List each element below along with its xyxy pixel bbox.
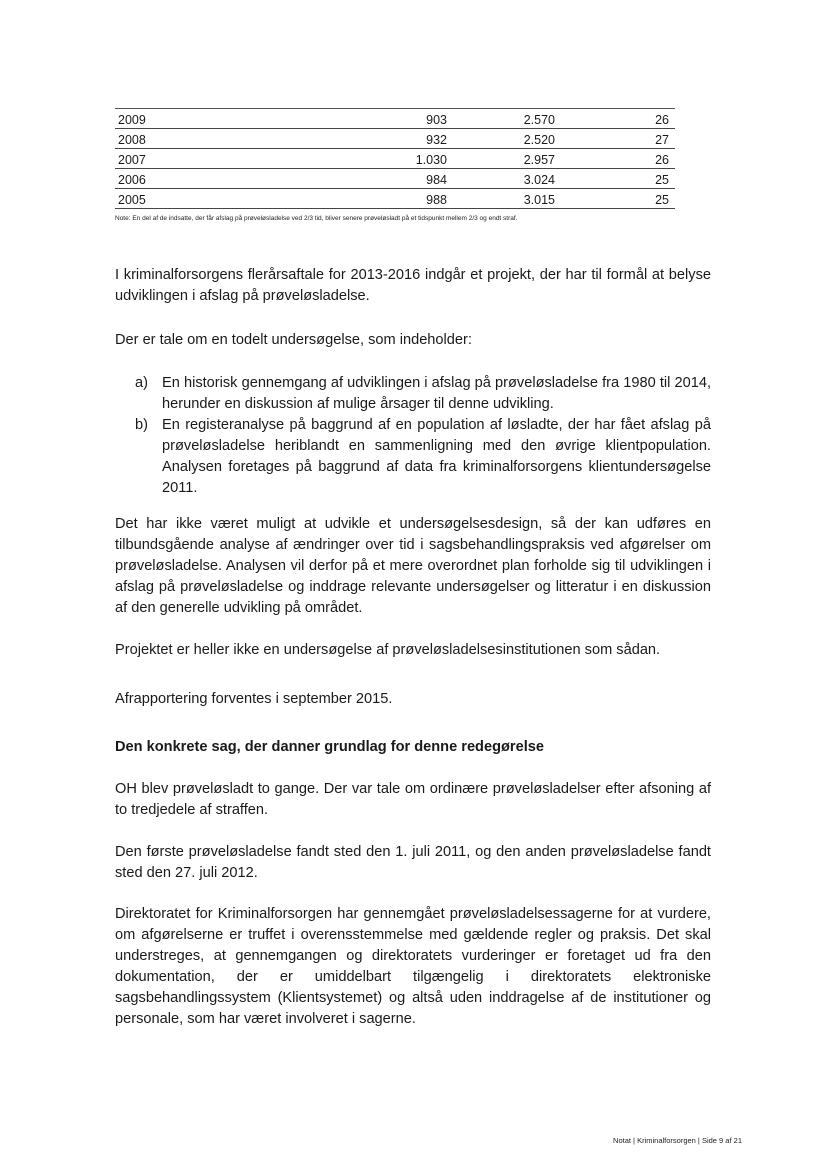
table-cell-year: 2006: [118, 173, 146, 187]
table-row: [115, 109, 675, 129]
table-cell-col1: 984: [426, 173, 447, 187]
table-cell-col2: 2.570: [523, 113, 555, 127]
paragraph-todelt: Der er tale om en todelt undersøgelse, som indeholder:: [115, 332, 472, 348]
study-list: [135, 373, 711, 499]
table-cell-col3: 26: [655, 153, 669, 167]
table-cell-col3: 26: [655, 113, 669, 127]
table-cell-col1: 1.030: [415, 153, 447, 167]
table-row: [115, 149, 675, 169]
table-cell-col3: 25: [655, 193, 669, 207]
table-row: [115, 169, 675, 189]
paragraph-oh: OH blev prøveløsladt to gange. Der var tale om ordinære prøveløsladelser efter afsoning af to tredjedele af straffen.: [115, 781, 711, 818]
section-heading: Den konkrete sag, der danner grundlag for denne redegørelse: [115, 739, 544, 755]
paragraph-projekt: Projektet er heller ikke en undersøgelse af prøveløsladelsesinstitutionen som sådan.: [115, 642, 661, 658]
table-cell-year: 2009: [118, 113, 146, 127]
paragraph-afrapportering: Afrapportering forventes i september 2015.: [115, 691, 393, 707]
statistics-table: [115, 108, 675, 209]
table-note: Note: En del af de indsatte, der får afslag på prøveløsladelse ved 2/3 tid, bliver senere prøveløsladt på et tidspunkt mellem 2/3 og endt straf.: [115, 215, 518, 222]
list-marker: a): [135, 375, 148, 391]
paragraph-intro: I kriminalforsorgens flerårsaftale for 2013-2016 indgår et projekt, der har til formål at belyse udviklingen i afslag på prøveløsladelse.: [115, 267, 711, 304]
list-item: [135, 373, 711, 415]
table-cell-col2: 2.957: [523, 153, 555, 167]
paragraph-dates: Den første prøveløsladelse fandt sted den 1. juli 2011, og den anden prøveløsladelse fandt sted den 27. juli 2012.: [115, 844, 711, 881]
paragraph-direktoratet: Direktoratet for Kriminalforsorgen har gennemgået prøveløsladelsessagerne for at vurdere, om afgørelserne er truffet i overensstemmelse med gældende regler og praksis. Det skal understreges, at gennemgangen og direktoratets vurderinger er foretaget ud fra den dokumentation, der er umiddelbart tilgængelig i direktoratets elektroniske sagsbehandlingssystem (Klientsystemet) og altså uden inddragelse af de institutioner og personale, som har været involveret i sagerne.: [115, 906, 711, 1027]
table-cell-year: 2005: [118, 193, 146, 207]
table-cell-year: 2008: [118, 133, 146, 147]
table-cell-col2: 3.024: [523, 173, 555, 187]
table-cell-col2: 3.015: [523, 193, 555, 207]
list-item: [135, 415, 711, 499]
table-row: [115, 129, 675, 149]
table-cell-col3: 27: [655, 133, 669, 147]
table-row: [115, 189, 675, 209]
page-footer: Notat | Kriminalforsorgen | Side 9 af 21: [613, 1136, 742, 1145]
table-cell-year: 2007: [118, 153, 146, 167]
list-marker: b): [135, 417, 148, 433]
list-item-text: En historisk gennemgang af udviklingen i afslag på prøveløsladelse fra 1980 til 2014, herunder en diskussion af mulige årsager til denne udvikling.: [162, 375, 711, 412]
table-cell-col2: 2.520: [523, 133, 555, 147]
table-cell-col3: 25: [655, 173, 669, 187]
table-cell-col1: 988: [426, 193, 447, 207]
paragraph-design: Det har ikke været muligt at udvikle et undersøgelsesdesign, så der kan udføres en tilbundsgående analyse af ændringer over tid i sagsbehandlingspraksis ved afgørelser om prøveløsladelse. Analysen vil derfor på et mere overordnet plan forholde sig til udviklingen i afslag på prøveløsladelse og inddrage relevante undersøgelser og litteratur i en diskussion af den generelle udvikling på området.: [115, 516, 711, 616]
table-cell-col1: 932: [426, 133, 447, 147]
list-item-text: En registeranalyse på baggrund af en population af løsladte, der har fået afslag på prøveløsladelse heriblandt en sammenligning med den øvrige klientpopulation. Analysen foretages på baggrund af data fra kriminalforsorgens klientundersøgelse 2011.: [162, 417, 711, 496]
table-cell-col1: 903: [426, 113, 447, 127]
